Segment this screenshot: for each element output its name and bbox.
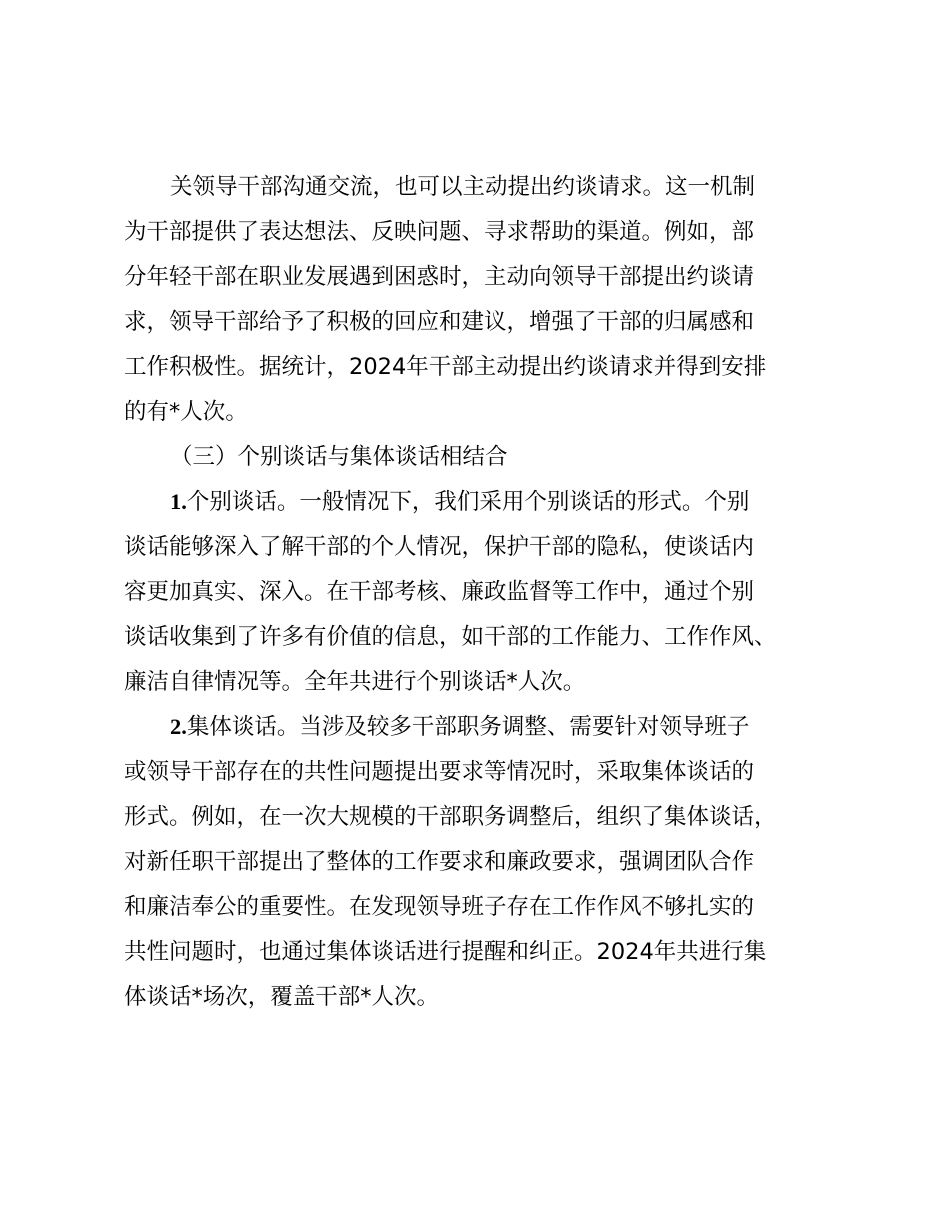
paragraph-line: 共性问题时，也通过集体谈话进行提醒和纠正。2024年共进行集 (124, 939, 767, 965)
paragraph-line: 分年轻干部在职业发展遇到困惑时，主动向领导干部提出约谈请 (124, 264, 755, 290)
paragraph-line: 或领导干部存在的共性问题提出要求等情况时，采取集体谈话的 (124, 759, 755, 785)
paragraph-line: 求，领导干部给予了积极的回应和建议，增强了干部的归属感和 (124, 309, 755, 335)
paragraph-line: 谈话能够深入了解干部的个人情况，保护干部的隐私，使谈话内 (124, 534, 755, 560)
paragraph-line: 廉洁自律情况等。全年共进行个别谈话*人次。 (124, 669, 586, 695)
paragraph-line: 关领导干部沟通交流，也可以主动提出约谈请求。这一机制 (170, 174, 756, 200)
paragraph-line: 和廉洁奉公的重要性。在发现领导班子存在工作作风不够扎实的 (124, 894, 755, 920)
paragraph-line: 容更加真实、深入。在干部考核、廉政监督等工作中，通过个别 (124, 579, 755, 605)
paragraph-line: 形式。例如，在一次大规模的干部职务调整后，组织了集体谈话， (124, 804, 777, 830)
list-item-number: 2. (170, 714, 187, 739)
paragraph-text: 个别谈话。一般情况下，我们采用个别谈话的形式。个别 (186, 489, 750, 515)
paragraph-line: 谈话收集到了许多有价值的信息，如干部的工作能力、工作作风、 (124, 624, 777, 650)
paragraph-line: 为干部提供了表达想法、反映问题、寻求帮助的渠道。例如，部 (124, 219, 755, 245)
paragraph-line: 对新任职干部提出了整体的工作要求和廉政要求，强调团队合作 (124, 849, 755, 875)
paragraph-text: 集体谈话。当涉及较多干部职务调整、需要针对领导班子 (186, 714, 750, 740)
paragraph-line: 体谈话*场次，覆盖干部*人次。 (124, 984, 440, 1010)
section-heading: （三）个别谈话与集体谈话相结合 (170, 444, 508, 470)
list-item-number: 1. (170, 489, 187, 514)
list-item-first-line (170, 712, 749, 742)
paragraph-line: 工作积极性。据统计，2024年干部主动提出约谈请求并得到安排 (124, 354, 767, 380)
paragraph-line: 的有*人次。 (124, 399, 248, 425)
list-item-first-line (170, 487, 749, 517)
